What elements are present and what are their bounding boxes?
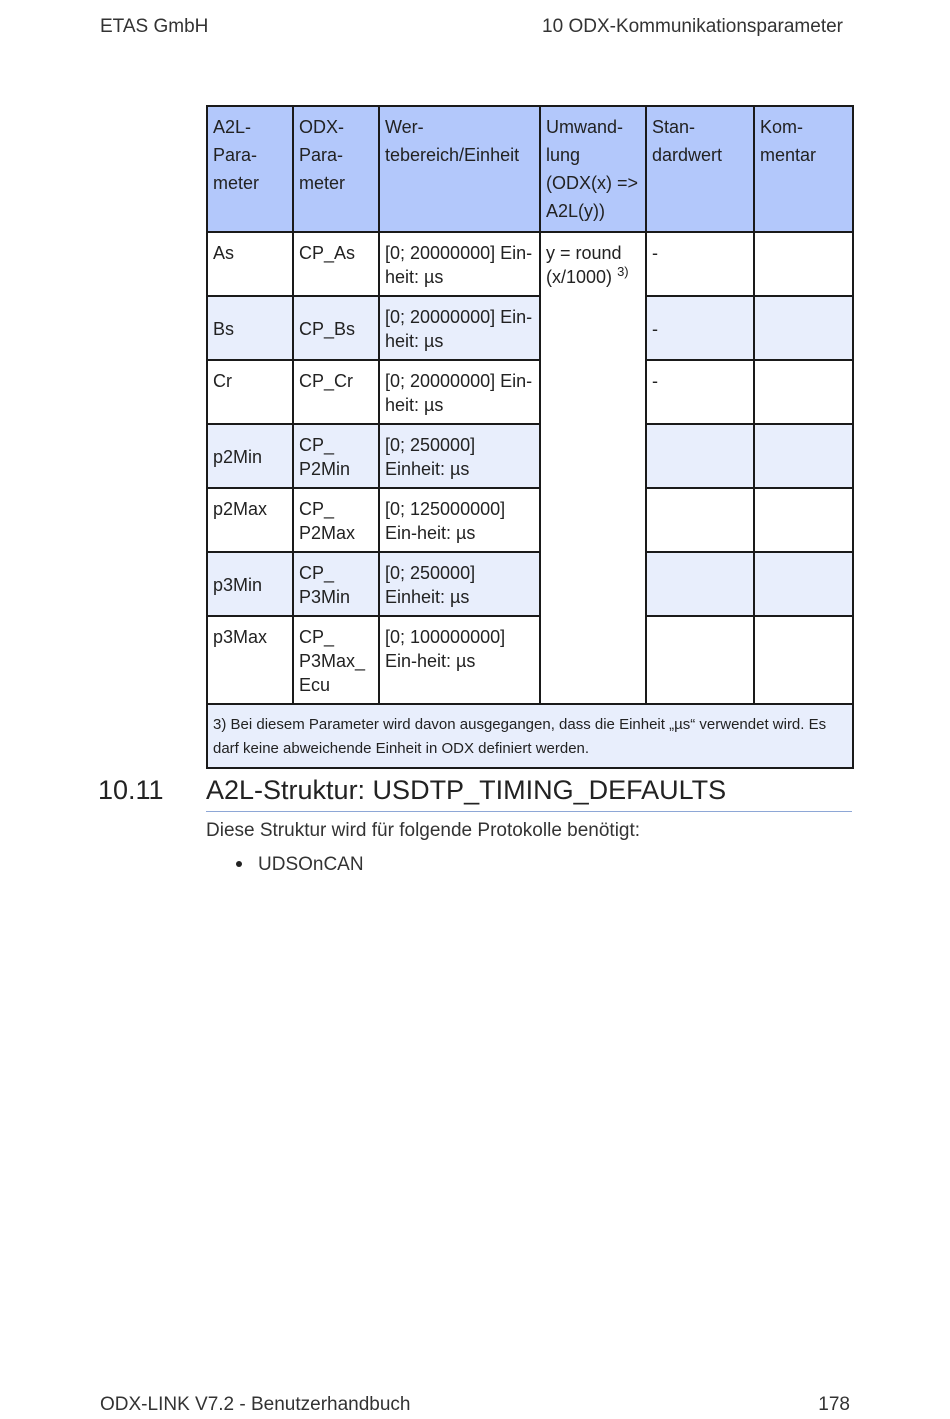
table-row (207, 488, 853, 552)
cell-range: [0; 125000000] Ein-heit: µs (379, 488, 540, 552)
footnote-ref: 3) (617, 264, 629, 279)
footer-doc-title: ODX-LINK V7.2 - Benutzerhandbuch (100, 1394, 411, 1415)
cell-range: [0; 100000000] Ein-heit: µs (379, 616, 540, 704)
cell-default: - (646, 232, 754, 296)
cell-a2l: p2Min (207, 424, 293, 488)
cell-a2l: p3Max (207, 616, 293, 704)
cell-odx: CP_Cr (293, 360, 379, 424)
cell-range: [0; 250000] Einheit: µs (379, 424, 540, 488)
footnote-row (207, 704, 853, 768)
header-company: ETAS GmbH (100, 16, 209, 37)
bullet-icon (236, 861, 242, 867)
cell-default: - (646, 296, 754, 360)
table-row (207, 424, 853, 488)
bullet-list-item (236, 854, 364, 876)
cell-default (646, 424, 754, 488)
section-divider (206, 811, 852, 812)
cell-a2l: As (207, 232, 293, 296)
cell-comment (754, 616, 853, 704)
table-row (207, 296, 853, 360)
col-header-conversion: Umwand- lung (ODX(x) => A2L(y)) (540, 106, 646, 232)
cell-default (646, 488, 754, 552)
col-header-odx: ODX- Para- meter (293, 106, 379, 232)
cell-default: - (646, 360, 754, 424)
cell-a2l: p3Min (207, 552, 293, 616)
conversion-formula: y = round (x/1000) (546, 243, 622, 287)
cell-a2l: Cr (207, 360, 293, 424)
cell-comment (754, 296, 853, 360)
cell-range: [0; 20000000] Ein-heit: µs (379, 360, 540, 424)
cell-odx: CP_ P3Max_ Ecu (293, 616, 379, 704)
cell-comment (754, 552, 853, 616)
section-number: 10.11 (98, 775, 164, 805)
cell-conversion (540, 232, 646, 704)
cell-a2l: Bs (207, 296, 293, 360)
cell-odx: CP_ P3Min (293, 552, 379, 616)
col-header-a2l: A2L- Para- meter (207, 106, 293, 232)
col-header-comment: Kom- mentar (754, 106, 853, 232)
section-title: A2L-Struktur: USDTP_TIMING_DEFAULTS (206, 775, 727, 805)
header-chapter: 10 ODX-Kommunikationsparameter (542, 16, 843, 37)
cell-odx: CP_As (293, 232, 379, 296)
table-row (207, 616, 853, 704)
cell-range: [0; 20000000] Ein-heit: µs (379, 232, 540, 296)
cell-odx: CP_ P2Max (293, 488, 379, 552)
table-row (207, 232, 853, 296)
cell-a2l: p2Max (207, 488, 293, 552)
cell-default (646, 616, 754, 704)
cell-odx: CP_Bs (293, 296, 379, 360)
cell-default (646, 552, 754, 616)
cell-comment (754, 360, 853, 424)
col-header-range: Wer- tebereich/Einheit (379, 106, 540, 232)
cell-comment (754, 232, 853, 296)
cell-comment (754, 424, 853, 488)
table-header-row (207, 106, 853, 232)
cell-comment (754, 488, 853, 552)
table-footnote: 3) Bei diesem Parameter wird davon ausgegangen, dass die Einheit „µs“ verwendet wird. Es darf keine abweichende Einheit in ODX definiert werden. (207, 704, 853, 768)
table-row (207, 360, 853, 424)
page-number: 178 (818, 1394, 850, 1415)
col-header-default: Stan- dardwert (646, 106, 754, 232)
cell-odx: CP_ P2Min (293, 424, 379, 488)
table-row (207, 552, 853, 616)
cell-range: [0; 20000000] Ein-heit: µs (379, 296, 540, 360)
bullet-text: UDSOnCAN (258, 854, 364, 875)
parameter-table (206, 105, 854, 769)
section-paragraph: Diese Struktur wird für folgende Protokolle benötigt: (206, 820, 641, 841)
cell-range: [0; 250000] Einheit: µs (379, 552, 540, 616)
